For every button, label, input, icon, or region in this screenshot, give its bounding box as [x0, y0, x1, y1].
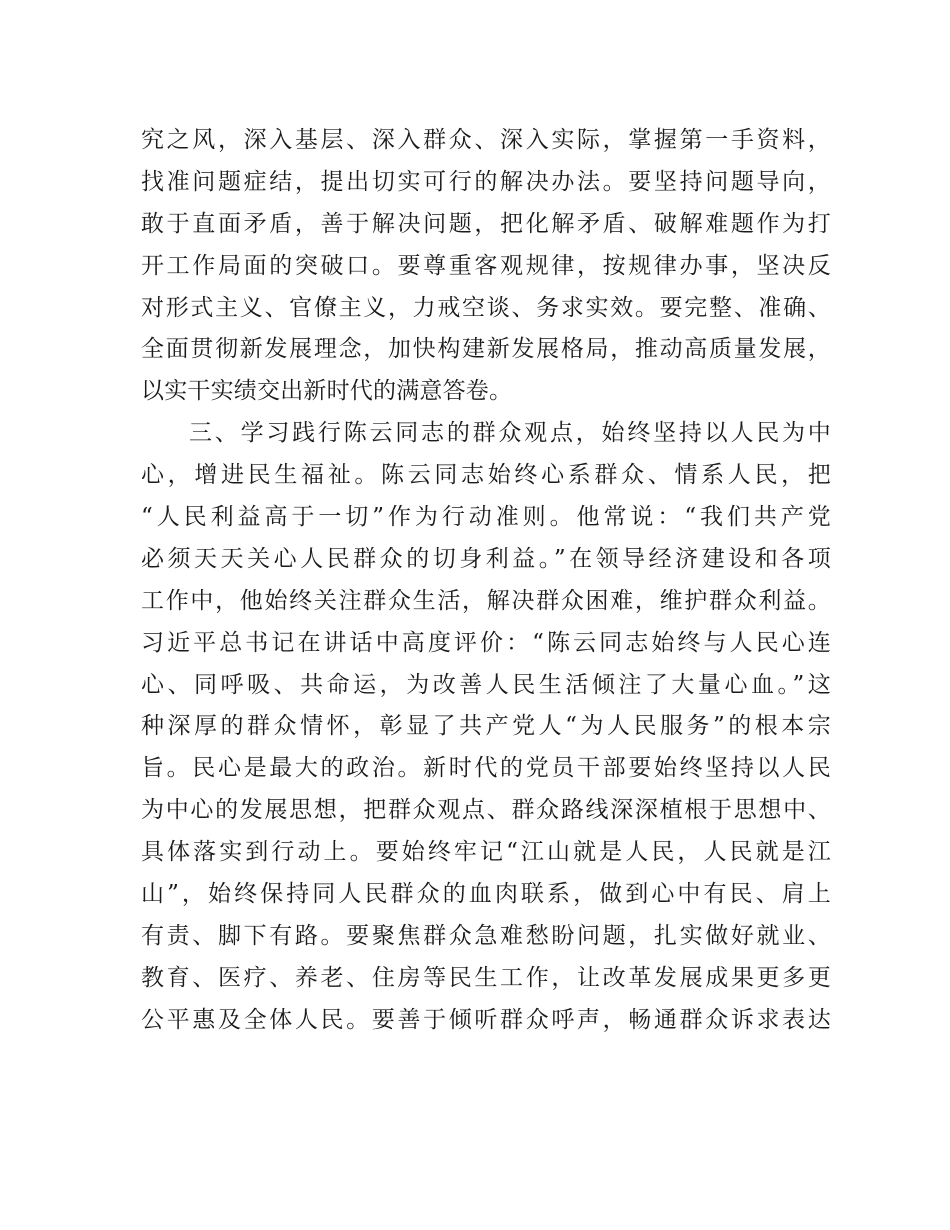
- text-line: 敢于直面矛盾，善于解决问题，把化解矛盾、破解难题作为打: [141, 210, 831, 237]
- text-line: 有责、脚下有路。要聚焦群众急难愁盼问题，扎实做好就业、: [141, 922, 831, 949]
- text-line: 以实干实绩交出新时代的满意答卷。: [141, 378, 513, 405]
- section-heading-line: 三、学习践行陈云同志的群众观点，始终坚持以人民为中: [189, 420, 831, 447]
- text-line: “人民利益高于一切”作为行动准则。他常说：“我们共产党: [141, 504, 831, 531]
- text-line: 山”，始终保持同人民群众的血肉联系，做到心中有民、肩上: [141, 881, 831, 908]
- text-line: 为中心的发展思想，把群众观点、群众路线深深植根于思想中、: [141, 797, 831, 824]
- text-line: 工作中，他始终关注群众生活，解决群众困难，维护群众利益。: [141, 587, 831, 614]
- body-text: [141, 120, 831, 1042]
- text-line: 旨。民心是最大的政治。新时代的党员干部要始终坚持以人民: [141, 755, 831, 782]
- text-line: 必须天天关心人民群众的切身利益。”在领导经济建设和各项: [141, 545, 831, 572]
- text-line: 对形式主义、官僚主义，力戒空谈、务求实效。要完整、准确、: [141, 294, 831, 321]
- text-line: 找准问题症结，提出切实可行的解决办法。要坚持问题导向，: [141, 168, 831, 195]
- text-line: 开工作局面的突破口。要尊重客观规律，按规律办事，坚决反: [141, 252, 831, 279]
- text-line: 种深厚的群众情怀，彰显了共产党人“为人民服务”的根本宗: [141, 713, 831, 740]
- text-line: 心、同呼吸、共命运，为改善人民生活倾注了大量心血。”这: [141, 671, 831, 698]
- text-line: 教育、医疗、养老、住房等民生工作，让改革发展成果更多更: [141, 964, 831, 991]
- text-line: 具体落实到行动上。要始终牢记“江山就是人民，人民就是江: [141, 839, 831, 866]
- text-line: 心，增进民生福祉。陈云同志始终心系群众、情系人民，把: [141, 462, 831, 489]
- text-line: 究之风，深入基层、深入群众、深入实际，掌握第一手资料，: [141, 127, 831, 153]
- text-line: 公平惠及全体人民。要善于倾听群众呼声，畅通群众诉求表达: [141, 1006, 831, 1033]
- text-line: 习近平总书记在讲话中高度评价：“陈云同志始终与人民心连: [141, 629, 831, 656]
- text-line: 全面贯彻新发展理念，加快构建新发展格局，推动高质量发展，: [141, 336, 831, 363]
